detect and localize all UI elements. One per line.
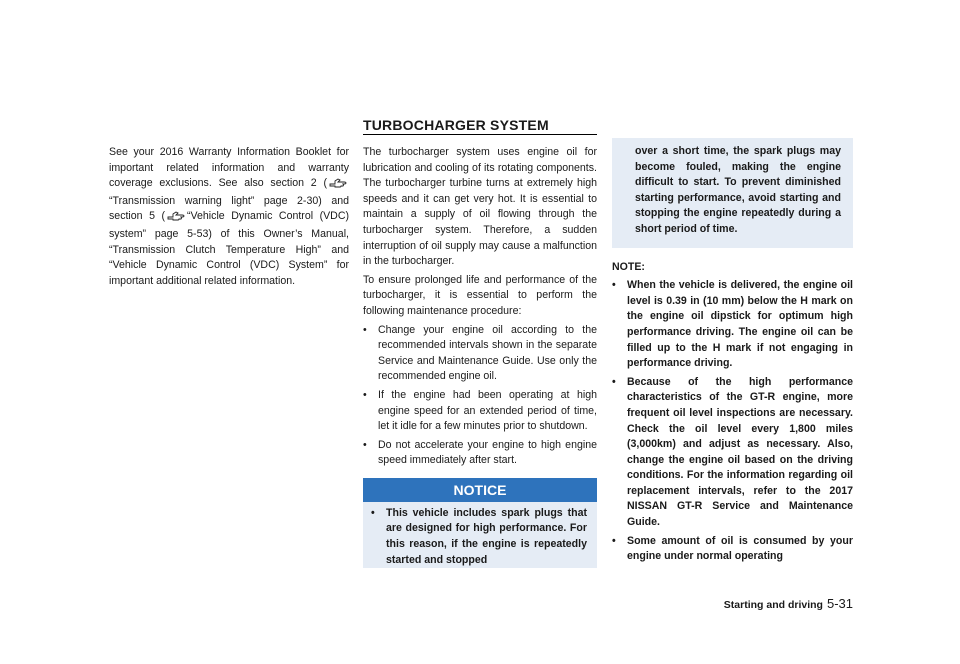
list-item-text: If the engine had been operating at high engine speed for an extended period of time, let it idle for a few minutes prior to shutdown. (378, 388, 597, 433)
notice-text: This vehicle includes spark plugs that are designed for high performance. For this reason, if the engine is repeatedly started and stopped (386, 506, 587, 566)
middle-column (363, 145, 597, 571)
bullet-icon: • (612, 375, 616, 388)
reference-hand-icon (167, 211, 185, 227)
page-footer (700, 596, 853, 611)
turbo-paragraph-2: To ensure prolonged life and performance of the turbocharger, it is essential to perform the following maintenance procedure: (363, 273, 597, 317)
list-item (371, 506, 587, 568)
list-item (612, 278, 853, 372)
list-item-text: Do not accelerate your engine to high engine speed immediately after start. (378, 438, 597, 467)
bullet-icon: • (363, 388, 367, 401)
list-item (363, 323, 597, 385)
list-item (363, 388, 597, 435)
notice-continued-text: over a short time, the spark plugs may become fouled, making the engine difficult to start. To prevent diminished starting performance, avoid starting and stopping the engine repeatedly during a short period of time. (635, 145, 841, 235)
warranty-text-part1: See your 2016 Warranty Information Booklet for important related information and warranty coverage exclusions. See also section 2 ( (109, 146, 349, 190)
bullet-icon: • (363, 438, 367, 451)
list-item-text: When the vehicle is delivered, the engine oil level is 0.39 in (10 mm) below the H mark on the engine oil dipstick for optimum high performance driving. The engine oil can be filled up to the H mark if not engaging in performance driving. (627, 279, 853, 370)
notice-box (363, 478, 597, 568)
list-item (363, 438, 597, 469)
list-item (612, 534, 853, 565)
list-item-text: Because of the high performance characteristics of the GT-R engine, more frequent oil level inspections are necessary. Check the oil level every 1,800 miles (3,000km) and adjust as necessary. Also, change the engine oil based on the driving conditions. For the information regarding oil replacement intervals, refer to the 2017 NISSAN GT-R Service and Maintenance Guide. (627, 375, 853, 529)
list-item-text: Change your engine oil according to the recommended intervals shown in the separate Service and Maintenance Guide. Use only the recommended engine oil. (378, 323, 597, 383)
bullet-icon: • (612, 534, 616, 547)
bullet-icon: • (363, 323, 367, 336)
bullet-icon: • (612, 279, 616, 292)
warranty-text-part2: “Transmission warning light” page 2-30) and section 5 ( (109, 194, 349, 223)
notice-title: NOTICE (363, 478, 597, 502)
note-list (612, 278, 853, 565)
warranty-paragraph (109, 145, 349, 289)
reference-hand-icon (329, 178, 347, 194)
list-item (612, 375, 853, 531)
right-column (612, 138, 853, 568)
page-number: 5-31 (826, 596, 853, 611)
turbo-paragraph-1: The turbocharger system uses engine oil for lubrication and cooling of its rotating components. The turbocharger turbine turns at extremely high speeds and it can get very hot. It is essential to maintain a supply of oil flowing through the turbocharger system. Therefore, a sudden interruption of oil supply may cause a malfunction in the turbocharger. (363, 146, 597, 268)
notice-box-continued (612, 138, 853, 248)
bullet-icon: • (371, 506, 375, 519)
note-label: NOTE: (612, 260, 645, 273)
section-heading: TURBOCHARGER SYSTEM (363, 117, 597, 135)
notice-list (371, 506, 587, 568)
list-item-text: Some amount of oil is consumed by your engine under normal operating (627, 534, 853, 563)
left-column (109, 145, 349, 289)
footer-section-name: Starting and driving (723, 599, 823, 611)
warranty-text-part3: “Vehicle Dynamic Control (VDC) system” page 5-53) of this Owner’s Manual, “Transmission Clutch Temperature High” and “Vehicle Dynamic Control (VDC) System” for important additional related information. (109, 210, 350, 287)
maintenance-list (363, 323, 597, 469)
